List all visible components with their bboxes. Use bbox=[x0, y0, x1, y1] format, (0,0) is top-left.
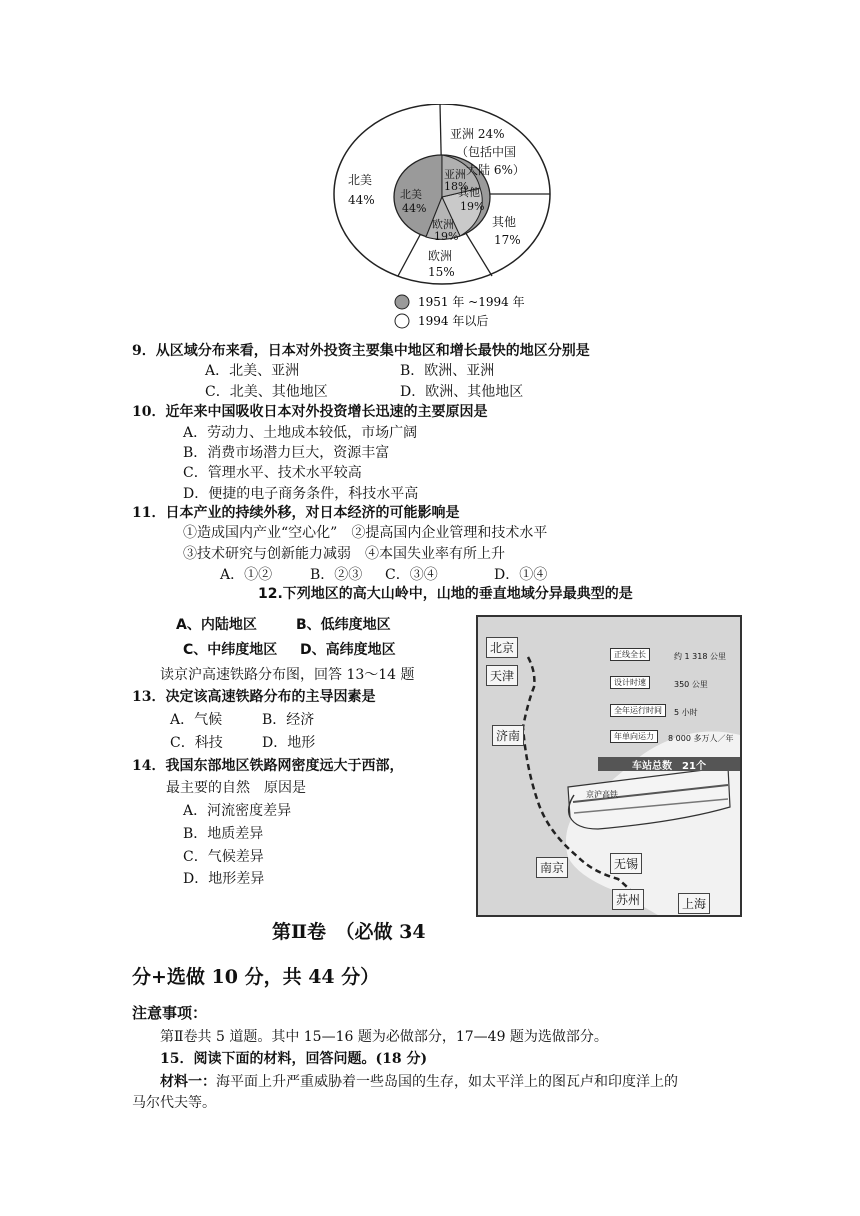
q13-option-c: C．科技 bbox=[170, 735, 223, 751]
inner-asia-label: 亚洲 bbox=[444, 168, 466, 181]
q14-option-b: B．地质差异 bbox=[183, 826, 264, 842]
q10-option-b: B．消费市场潜力巨大，资源丰富 bbox=[183, 445, 390, 461]
q9-option-d: D．欧洲、其他地区 bbox=[400, 384, 524, 400]
inner-asia-value: 18% bbox=[444, 180, 469, 193]
material-1-line-1 bbox=[160, 1071, 678, 1091]
q12-option-b: B、低纬度地区 bbox=[296, 617, 391, 633]
q14-stem-1: 14．我国东部地区铁路网密度远大于西部， bbox=[132, 758, 404, 774]
info-value-capacity: 8 000 多万人／年 bbox=[668, 734, 734, 743]
info-value-time: 5 小时 bbox=[674, 708, 698, 717]
city-suzhou: 苏州 bbox=[612, 889, 644, 910]
material-1-text: 海平面上升严重威胁着一些岛国的生存，如太平洋上的图瓦卢和印度洋上的 bbox=[216, 1074, 678, 1090]
q13-stem: 13．决定该高速铁路分布的主导因素是 bbox=[132, 689, 376, 705]
q14-option-d: D．地形差异 bbox=[183, 871, 265, 887]
city-tianjin: 天津 bbox=[486, 665, 518, 686]
q11-statements-2: ③技术研究与创新能力减弱 ④本国失业率有所上升 bbox=[183, 546, 505, 562]
city-shanghai: 上海 bbox=[678, 893, 710, 914]
q9-option-c: C．北美、其他地区 bbox=[205, 384, 328, 400]
inner-europe-label: 欧洲 bbox=[432, 218, 454, 231]
q11-option-b: B．②③ bbox=[310, 567, 363, 583]
q10-option-a: A．劳动力、土地成本较低，市场广阔 bbox=[183, 425, 418, 441]
outer-other-label: 其他 bbox=[492, 215, 517, 229]
inner-europe-value: 19% bbox=[434, 230, 459, 243]
q11-option-c: C．③④ bbox=[385, 567, 438, 583]
notice-line-1: 第Ⅱ卷共 5 道题。其中 15—16 题为必做部分，17—49 题为选做部分。 bbox=[160, 1029, 608, 1045]
section-title-line-2: 分+选做 10 分，共 44 分） bbox=[132, 966, 380, 988]
section-title-line-1: 第Ⅱ卷 （必做 34 bbox=[272, 921, 426, 943]
q14-option-a: A．河流密度差异 bbox=[183, 803, 292, 819]
outer-europe-label: 欧洲 bbox=[428, 249, 453, 263]
city-beijing: 北京 bbox=[486, 637, 518, 658]
q11-option-a: A．①② bbox=[220, 567, 273, 583]
q9-stem: 9．从区域分布来看，日本对外投资主要集中地区和增长最快的地区分别是 bbox=[132, 343, 590, 359]
outer-asia-label-2: （包括中国 bbox=[456, 145, 517, 159]
info-label-time: 全年运行时间 bbox=[610, 704, 666, 717]
railway-map-figure bbox=[476, 615, 742, 917]
q10-option-c: C．管理水平、技术水平较高 bbox=[183, 465, 362, 481]
q13-option-a: A．气候 bbox=[170, 712, 223, 728]
q11-statements-1: ①造成国内产业“空心化” ②提高国内企业管理和技术水平 bbox=[183, 525, 548, 541]
legend-empty-swatch bbox=[395, 314, 409, 328]
city-nanjing: 南京 bbox=[536, 857, 568, 878]
outer-na-label: 北美 bbox=[348, 173, 373, 187]
train-label: 京沪高铁 bbox=[586, 790, 618, 799]
q10-option-d: D．便捷的电子商务条件，科技水平高 bbox=[183, 486, 419, 502]
q14-stem-2: 最主要的自然 原因是 bbox=[166, 780, 306, 796]
station-count-band: 车站总数 21个 bbox=[598, 757, 740, 771]
q11-stem: 11．日本产业的持续外移，对日本经济的可能影响是 bbox=[132, 505, 460, 521]
inner-other-value: 19% bbox=[460, 200, 485, 213]
inner-na-value: 44% bbox=[402, 202, 427, 215]
city-jinan: 济南 bbox=[492, 725, 524, 746]
inner-na-label: 北美 bbox=[400, 188, 422, 201]
material-1-label: 材料一： bbox=[160, 1074, 216, 1090]
info-label-length: 正线全长 bbox=[610, 648, 650, 661]
inner-other-label: 其他 bbox=[458, 186, 480, 199]
outer-other-value: 17% bbox=[494, 233, 521, 247]
investment-pie-figure bbox=[330, 104, 560, 334]
notice-heading: 注意事项： bbox=[132, 1004, 208, 1022]
outer-europe-value: 15% bbox=[428, 265, 455, 279]
outer-asia-label-3: 大陆 6%） bbox=[466, 163, 525, 177]
q11-option-d: D．①④ bbox=[494, 567, 548, 583]
q12-option-d: D、高纬度地区 bbox=[300, 642, 396, 658]
info-value-length: 约 1 318 公里 bbox=[674, 652, 726, 661]
info-label-speed: 设计时速 bbox=[610, 676, 650, 689]
q9-option-a: A．北美、亚洲 bbox=[205, 363, 300, 379]
info-label-capacity: 年单向运力 bbox=[610, 730, 658, 743]
legend-filled-swatch bbox=[395, 295, 409, 309]
info-value-speed: 350 公里 bbox=[674, 680, 708, 689]
q12-stem: 12.下列地区的高大山岭中，山地的垂直地域分异最典型的是 bbox=[258, 586, 633, 602]
outer-na-value: 44% bbox=[348, 193, 375, 207]
q12-option-c: C、中纬度地区 bbox=[183, 642, 278, 658]
q13-14-intro: 读京沪高速铁路分布图，回答 13～14 题 bbox=[160, 667, 415, 683]
city-wuxi: 无锡 bbox=[610, 853, 642, 874]
material-1-line-2: 马尔代夫等。 bbox=[132, 1095, 216, 1111]
q15-stem: 15．阅读下面的材料，回答问题。(18 分) bbox=[160, 1051, 428, 1067]
legend-label-2: 1994 年以后 bbox=[418, 314, 489, 328]
q9-option-b: B．欧洲、亚洲 bbox=[400, 363, 495, 379]
q12-option-a: A、内陆地区 bbox=[176, 617, 257, 633]
legend-label-1: 1951 年 ~1994 年 bbox=[418, 295, 525, 309]
outer-asia-label-1: 亚洲 24% bbox=[450, 127, 505, 141]
q10-stem: 10．近年来中国吸收日本对外投资增长迅速的主要原因是 bbox=[132, 404, 488, 420]
q13-option-d: D．地形 bbox=[262, 735, 316, 751]
q13-option-b: B．经济 bbox=[262, 712, 315, 728]
q14-option-c: C．气候差异 bbox=[183, 849, 264, 865]
